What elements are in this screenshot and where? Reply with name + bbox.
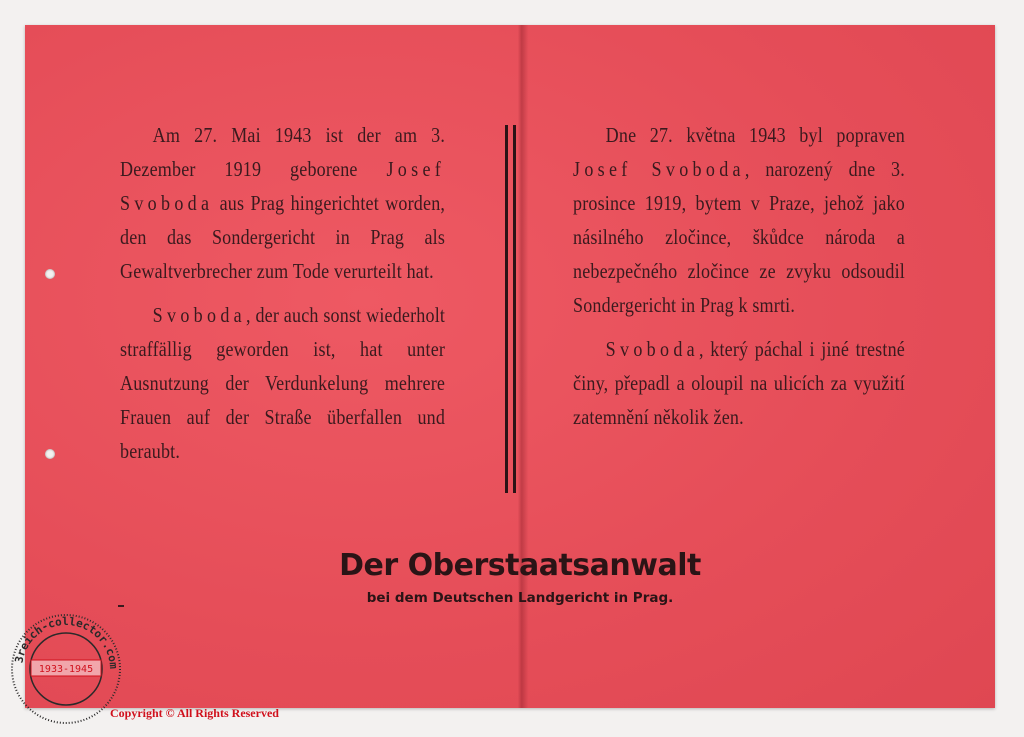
czech-text-column [573,118,905,444]
name-spaced: Josef Svoboda [120,157,446,215]
print-mark [118,605,124,607]
signature-subtitle: bei dem Deutschen Landgericht in Prag. [366,590,674,606]
czech-paragraph-2: Svoboda, který páchal i jiné trestné činy, přepadl a oloupil na ulicích za využití zatemnění několik žen. [573,337,905,429]
stamp-center-text: 1933-1945 [38,664,94,675]
punch-hole-top [45,269,55,279]
czech-paragraph-1: Dne 27. května 1943 byl popraven Josef Svoboda, narozený dne 3. prosince 1919, bytem v Praze, jehož jako násilného zločince, škůdce národa a nebezpečného zločince ze zvyku odsoudil Sondergericht in Prag k smrti. [573,123,905,317]
german-text-column [120,118,445,478]
copyright-notice: Copyright © All Rights Reserved [110,706,279,720]
punch-hole-bottom [45,449,55,459]
german-paragraph-2: Svoboda, der auch sonst wiederholt straffällig geworden ist, hat unter Ausnutzung der Verdunkelung mehrere Frauen auf der Straße überfallen und beraubt. [120,303,446,463]
name-spaced: Svoboda [605,337,699,361]
name-spaced: Svoboda [152,303,246,327]
stamp-ring-text: 3reich-collector.com [12,614,121,670]
signature-title: Der Oberstaatsanwalt [339,548,701,583]
watermark-stamp [9,612,123,726]
divider-line-left [505,125,508,493]
divider-line-right [513,125,516,493]
german-paragraph-1: Am 27. Mai 1943 ist der am 3. Dezember 1919 geborene Josef Svoboda aus Prag hingerichtet worden, den das Sondergericht in Prag als Gewaltverbrecher zum Tode verurteilt hat. [120,123,446,283]
name-spaced: Josef Svoboda [573,157,745,181]
